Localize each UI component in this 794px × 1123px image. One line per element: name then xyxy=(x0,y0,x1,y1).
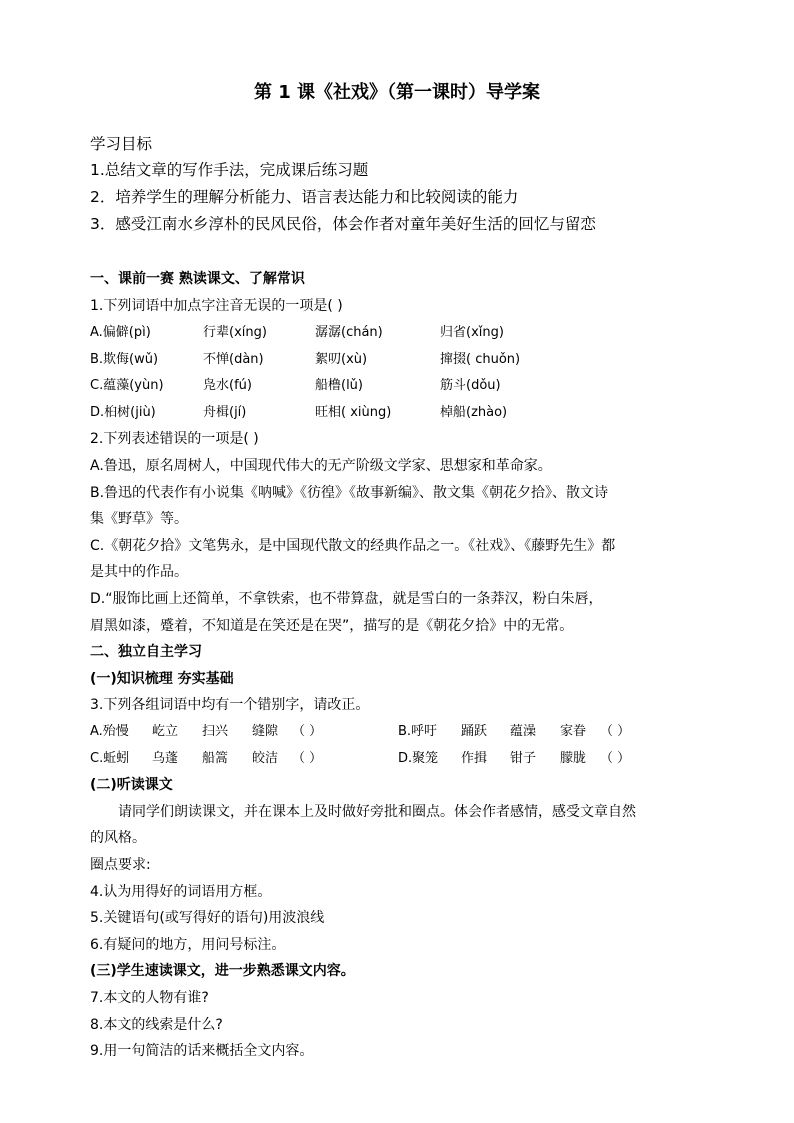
question-1: 1.下列词语中加点字注音无误的一项是( ) xyxy=(90,298,343,314)
question-5: 5.关键语句(或写得好的语句)用波浪线 xyxy=(90,910,325,926)
objectives-heading: 学习目标 xyxy=(90,135,153,153)
objective-item-1: 1.总结文章的写作手法，完成课后练习题 xyxy=(90,161,369,179)
q1-option-a-4: 归省(xǐng) xyxy=(440,325,504,340)
q3-d-word-3: 钳子 xyxy=(510,751,537,766)
document-title: 第 1 课《社戏》（第一课时）导学案 xyxy=(253,82,541,103)
q3-b-word-1: B.呼吁 xyxy=(398,724,438,739)
q3-a-answer-blank: （ ） xyxy=(292,724,323,739)
q1-option-b-3: 絮叨(xù) xyxy=(315,352,368,367)
q1-option-b-1: B.欺侮(wǔ) xyxy=(90,352,159,367)
objective-item-3: 3．感受江南水乡淳朴的民风民俗，体会作者对童年美好生活的回忆与留恋 xyxy=(90,215,596,233)
question-4: 4.认为用得好的词语用方框。 xyxy=(90,884,272,900)
subsection-2-heading: (二)听读课文 xyxy=(90,777,173,793)
q2-line-6: D.“服饰比画上还简单，不拿铁索，也不带算盘，就是雪白的一条莽汉，粉白朱唇， xyxy=(90,591,603,607)
q3-a-word-4: 缝隙 xyxy=(252,724,279,739)
q2-line-7: 眉黑如漆，蹙着，不知道是在笑还是在哭”，描写的是《朝花夕拾》中的无常。 xyxy=(90,618,574,634)
q1-option-a-3: 潺潺(chán) xyxy=(315,325,383,340)
q3-d-answer-blank: （ ） xyxy=(600,751,631,766)
q1-option-c-3: 船橹(lǔ) xyxy=(315,378,363,393)
question-3: 3.下列各组词语中均有一个错别字，请改正。 xyxy=(90,697,370,713)
q3-d-word-2: 作揖 xyxy=(461,751,488,766)
question-2: 2.下列表述错误的一项是( ) xyxy=(90,431,259,447)
q1-option-d-2: 舟楫(jí) xyxy=(203,405,247,420)
q3-a-word-2: 屹立 xyxy=(152,724,179,739)
q3-c-word-2: 乌蓬 xyxy=(152,751,179,766)
objective-item-2: 2．培养学生的理解分析能力、语言表达能力和比较阅读的能力 xyxy=(90,188,519,206)
q1-option-c-4: 筋斗(dǒu) xyxy=(440,378,501,393)
q3-d-word-1: D.聚笼 xyxy=(398,751,439,766)
section-1-heading: 一、课前一赛 熟读课文、了解常识 xyxy=(90,271,305,287)
q3-b-word-4: 家眷 xyxy=(560,724,587,739)
q3-c-answer-blank: （ ） xyxy=(292,751,323,766)
q1-option-d-3: 旺相( xiùng) xyxy=(315,405,392,420)
q3-a-word-1: A.殆慢 xyxy=(90,724,129,739)
q2-line-3: 集《野草》等。 xyxy=(90,511,188,527)
q2-line-5: 是其中的作品。 xyxy=(90,564,188,580)
reading-instruction-line-1: 请同学们朗读课文，并在课本上及时做好旁批和圈点。体会作者感情，感受文章自然 xyxy=(118,804,636,820)
q1-option-d-1: D.桕树(jiù) xyxy=(90,405,156,420)
question-7: 7.本文的人物有谁? xyxy=(90,990,209,1006)
q3-d-word-4: 朦胧 xyxy=(560,751,587,766)
q1-option-b-4: 撺掇( chuǒn) xyxy=(440,352,521,367)
q3-c-word-4: 皎洁 xyxy=(252,751,279,766)
reading-instruction-line-2: 的风格。 xyxy=(90,830,146,846)
question-9: 9.用一句简洁的话来概括全文内容。 xyxy=(90,1043,314,1059)
q2-line-2: B.鲁迅的代表作有小说集《呐喊》《彷徨》《故事新编》、散文集《朝花夕拾》、散文诗 xyxy=(90,485,609,501)
q3-b-word-3: 蕴澡 xyxy=(510,724,537,739)
q3-b-answer-blank: （ ） xyxy=(600,724,631,739)
q1-option-a-2: 行辈(xíng) xyxy=(203,325,267,340)
section-2-heading: 二、独立自主学习 xyxy=(90,644,202,660)
q1-option-b-2: 不惮(dàn) xyxy=(203,352,264,367)
question-8: 8.本文的线索是什么? xyxy=(90,1017,223,1033)
q1-option-c-1: C.蕴藻(yùn) xyxy=(90,378,164,393)
q3-c-word-1: C.蚯蚓 xyxy=(90,751,130,766)
subsection-1-heading: (一)知识梳理 夯实基础 xyxy=(90,671,234,687)
q2-line-4: C.《朝花夕拾》文笔隽永，是中国现代散文的经典作品之一。《社戏》、《藤野先生》都 xyxy=(90,538,616,554)
annotation-requirements-label: 圈点要求: xyxy=(90,857,151,873)
q2-line-1: A.鲁迅，原名周树人，中国现代伟大的无产阶级文学家、思想家和革命家。 xyxy=(90,458,552,474)
question-6: 6.有疑问的地方，用问号标注。 xyxy=(90,937,286,953)
q3-b-word-2: 踊跃 xyxy=(461,724,488,739)
q3-a-word-3: 扫兴 xyxy=(202,724,229,739)
q3-c-word-3: 船篙 xyxy=(202,751,229,766)
q1-option-d-4: 棹船(zhào) xyxy=(440,405,508,420)
subsection-3-heading: (三)学生速读课文，进一步熟悉课文内容。 xyxy=(90,963,355,979)
q1-option-a-1: A.偏僻(pì) xyxy=(90,325,151,340)
q1-option-c-2: 凫水(fú) xyxy=(203,378,252,393)
